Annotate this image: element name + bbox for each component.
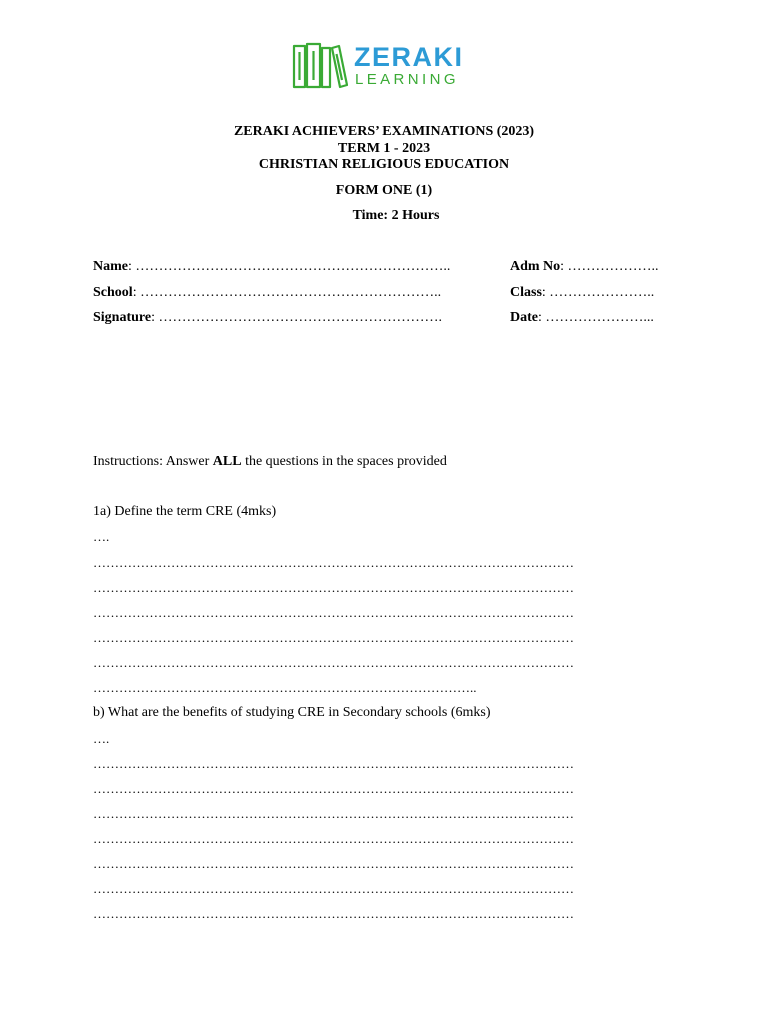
class-label: Class bbox=[510, 285, 542, 300]
adm-no-dots: : ……………….. bbox=[560, 259, 659, 274]
adm-no-field[interactable] bbox=[510, 259, 659, 275]
signature-field[interactable] bbox=[93, 310, 442, 326]
instructions-after: the questions in the spaces provided bbox=[241, 454, 447, 469]
answer-line[interactable]: ………………………………………………………………………………………………… bbox=[93, 555, 574, 570]
date-label: Date bbox=[510, 310, 538, 325]
answer-line[interactable]: ………………………………………………………………………………………………… bbox=[93, 630, 574, 645]
question-1b: b) What are the benefits of studying CRE in Secondary schools (6mks) bbox=[93, 705, 491, 720]
instructions-before: Instructions: Answer bbox=[93, 454, 213, 469]
answer-line[interactable]: ………………………………………………………………………………………………… bbox=[93, 756, 574, 771]
exam-subject: CHRISTIAN RELIGIOUS EDUCATION bbox=[258, 157, 510, 172]
adm-no-label: Adm No bbox=[510, 259, 561, 274]
zeraki-logo bbox=[292, 42, 482, 90]
answer-line[interactable]: ………………………………………………………………………………………………… bbox=[93, 856, 574, 871]
class-dots: : ………………….. bbox=[541, 285, 655, 300]
answer-line[interactable]: ………………………………………………………………………………………………… bbox=[93, 781, 574, 796]
question-1a: 1a) Define the term CRE (4mks) bbox=[93, 504, 277, 519]
name-dots: : ………………………………………………………….. bbox=[128, 259, 451, 274]
answer-line[interactable]: ………………………………………………………………………………………………… bbox=[93, 655, 574, 670]
answer-line[interactable]: ………………………………………………………………………………………………… bbox=[93, 906, 574, 921]
answer-line[interactable]: ………………………………………………………………………………………………… bbox=[93, 881, 574, 896]
school-dots: : ……………………………………………………….. bbox=[132, 285, 442, 300]
answer-line[interactable]: ………………………………………………………………………………………………… bbox=[93, 580, 574, 595]
name-field[interactable] bbox=[93, 259, 450, 275]
answer-start-1a: …. bbox=[93, 529, 110, 544]
school-field[interactable] bbox=[93, 285, 441, 301]
signature-label: Signature bbox=[93, 310, 152, 325]
answer-line[interactable]: ………………………………………………………………………………………………… bbox=[93, 806, 574, 821]
exam-time: Time: 2 Hours bbox=[352, 208, 440, 223]
class-field[interactable] bbox=[510, 285, 654, 301]
instructions bbox=[93, 454, 447, 470]
exam-title: ZERAKI ACHIEVERS’ EXAMINATIONS (2023) bbox=[233, 124, 535, 139]
instructions-bold: ALL bbox=[212, 454, 242, 469]
books-icon bbox=[292, 42, 348, 90]
answer-line[interactable]: ………………………………………………………………………………………………… bbox=[93, 605, 574, 620]
exam-term: TERM 1 - 2023 bbox=[337, 141, 431, 156]
answer-start-1b: …. bbox=[93, 731, 110, 746]
school-label: School bbox=[93, 285, 133, 300]
name-label: Name bbox=[93, 259, 128, 274]
date-dots: : …………………... bbox=[538, 310, 654, 325]
exam-form: FORM ONE (1) bbox=[335, 183, 433, 198]
date-field[interactable] bbox=[510, 310, 654, 326]
signature-dots: : ……………………………………………………. bbox=[151, 310, 442, 325]
answer-line[interactable]: ………………………………………………………………………………………………… bbox=[93, 831, 574, 846]
answer-line[interactable]: …………………………………………………………………………….. bbox=[93, 680, 477, 695]
logo-subtitle: LEARNING bbox=[355, 71, 459, 88]
logo-name: ZERAKI bbox=[354, 42, 464, 72]
